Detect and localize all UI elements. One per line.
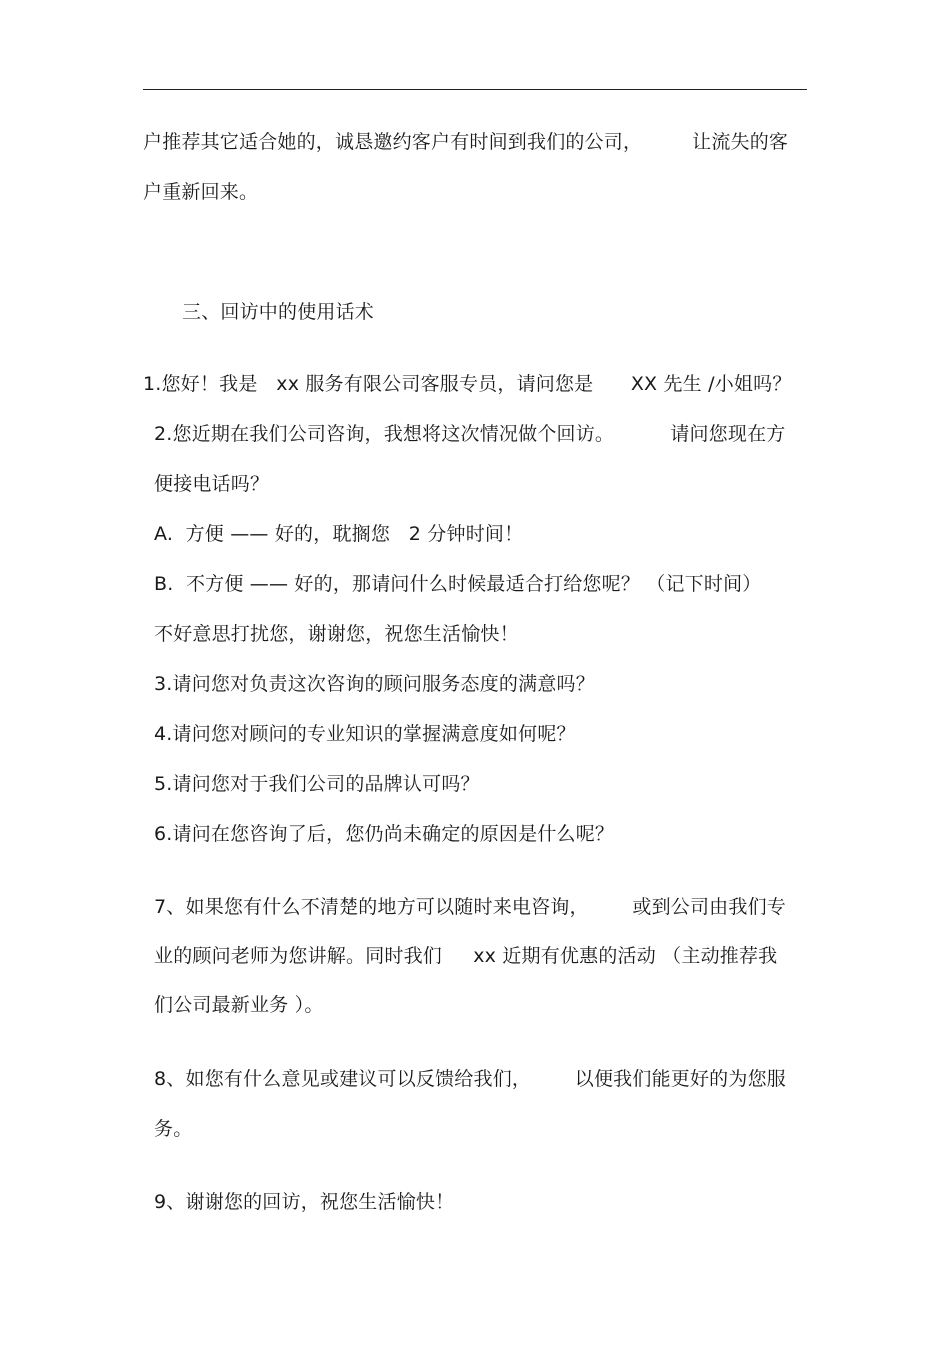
item9-line-1: 9、谢谢您的回访，祝您生活愉快！ xyxy=(154,1191,455,1213)
intro-line-2: 户重新回来。 xyxy=(143,181,259,203)
script-line: 便接电话吗？ xyxy=(154,473,270,495)
script-line: 1.您好！我是 xx 服务有限公司客服专员，请问您是 XX 先生 /小姐吗？ xyxy=(143,373,792,395)
script-line: 3.请问您对负责这次咨询的顾问服务态度的满意吗？ xyxy=(154,673,595,695)
script-line: A. 方便 —— 好的，耽搁您 2 分钟时间！ xyxy=(154,523,524,545)
item8-line-2: 务。 xyxy=(154,1118,193,1140)
script-line: B. 不方便 —— 好的，那请问什么时候最适合打给您呢？ （记下时间） xyxy=(154,573,762,595)
script-line: 5.请问您对于我们公司的品牌认可吗？ xyxy=(154,773,480,795)
intro-line-1: 户推荐其它适合她的，诚恳邀约客户有时间到我们的公司， 让流失的客 xyxy=(143,131,789,153)
header-rule xyxy=(143,89,807,90)
item7-line-1: 7、如果您有什么不清楚的地方可以随时来电咨询， 或到公司由我们专 xyxy=(154,896,786,918)
script-line: 6.请问在您咨询了后，您仍尚未确定的原因是什么呢？ xyxy=(154,823,615,845)
section-heading: 三、回访中的使用话术 xyxy=(182,301,375,323)
script-line: 2.您近期在我们公司咨询，我想将这次情况做个回访。 请问您现在方 xyxy=(154,423,786,445)
item7-line-3: 们公司最新业务 ）。 xyxy=(154,994,324,1016)
script-line: 4.请问您对顾问的专业知识的掌握满意度如何呢？ xyxy=(154,723,576,745)
item7-line-2: 业的顾问老师为您讲解。同时我们 xx 近期有优惠的活动 （主动推荐我 xyxy=(154,945,778,967)
item8-line-1: 8、如您有什么意见或建议可以反馈给我们， 以便我们能更好的为您服 xyxy=(154,1068,786,1090)
script-line: 不好意思打扰您，谢谢您，祝您生活愉快！ xyxy=(154,623,519,645)
